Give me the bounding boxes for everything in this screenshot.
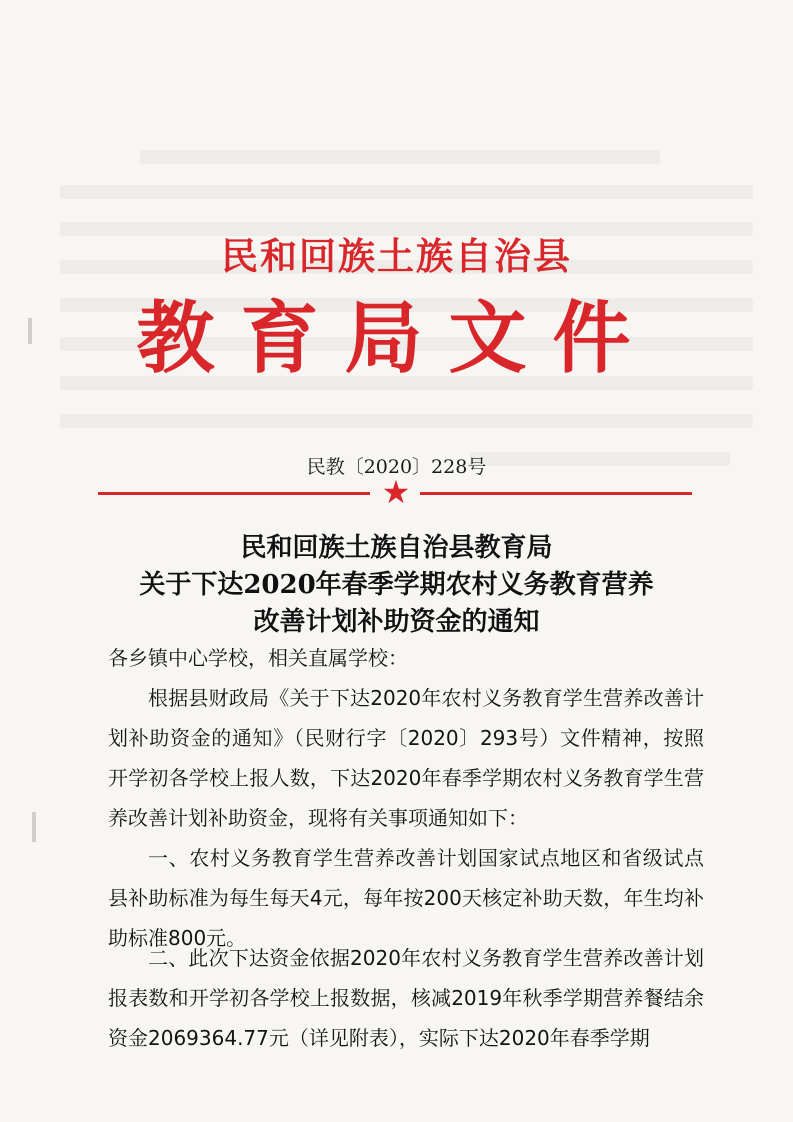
salutation: 各乡镇中心学校，相关直属学校： [108, 646, 408, 670]
paragraph-item-1: 一、农村义务教育学生营养改善计划国家试点地区和省级试点县补助标准为每生每天4元，每年按200天核定补助天数，年生均补助标准800元。 [108, 846, 704, 950]
notice-title-line-1: 民和回族土族自治县教育局 [240, 533, 553, 563]
document-number: 民教〔2020〕228号 [306, 456, 487, 478]
notice-title-line-2: 关于下达2020年春季学期农村义务教育营养 [139, 570, 654, 600]
bleed-through-line [60, 414, 753, 428]
star-icon: ★ [381, 473, 411, 511]
issuer-name: 民和回族土族自治县 [221, 234, 572, 278]
paragraph-item-2: 二、此次下达资金依据2020年农村义务教育学生营养改善计划报表数和开学初各学校上报数据，核减2019年秋季学期营养餐结余资金2069364.77元（详见附表），实际下达2020年春季学期 [108, 946, 704, 1050]
paragraph-intro: 根据县财政局《关于下达2020年农村义务教育学生营养改善计划补助资金的通知》（民财行字〔2020〕293号）文件精神，按照开学初各学校上报人数，下达2020年春季学期农村义务教育学生营养改善计划补助资金，现将有关事项通知如下： [108, 686, 704, 830]
notice-title-line-3: 改善计划补助资金的通知 [253, 607, 540, 637]
red-divider-right [420, 492, 692, 495]
bleed-through-line [140, 150, 660, 164]
document-type-title: 教育局文件 [136, 293, 657, 384]
bleed-through-line [60, 185, 753, 199]
red-divider-left [98, 492, 370, 495]
margin-mark [32, 812, 36, 842]
